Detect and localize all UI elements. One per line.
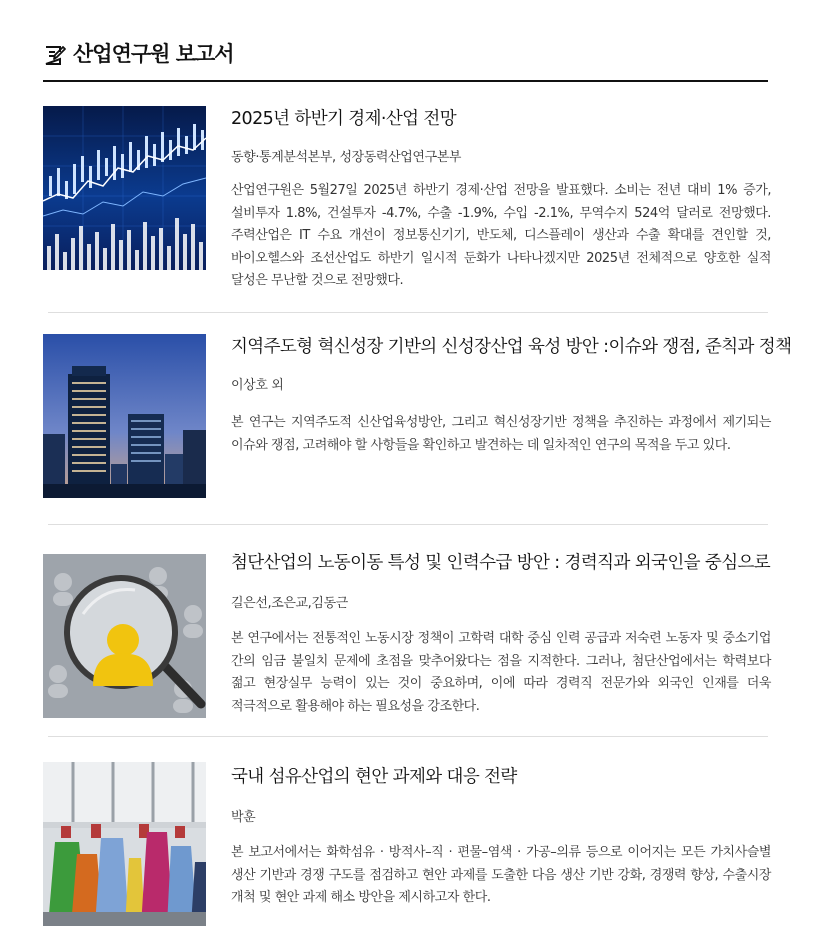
divider — [48, 524, 768, 525]
report-authors: 이상호 외 — [231, 378, 284, 393]
edit-document-icon — [43, 43, 67, 67]
magnifying-glass-person-image[interactable] — [43, 554, 206, 718]
city-skyscraper-image[interactable] — [43, 334, 206, 498]
report-title[interactable]: 첨단산업의 노동이동 특성 및 인력수급 방안 : 경력직과 외국인을 중심으로 — [231, 553, 771, 573]
section-header — [43, 40, 768, 82]
report-item[interactable] — [43, 550, 771, 725]
report-authors: 동향·통계분석본부, 성장동력산업연구본부 — [231, 150, 462, 165]
report-title[interactable]: 국내 섬유산업의 현안 과제와 대응 전략 — [231, 767, 517, 787]
report-item[interactable] — [43, 334, 792, 504]
report-summary: 본 연구에서는 전통적인 노동시장 정책이 고학력 대학 중심 인력 공급과 저숙련 노동자 및 중소기업 간의 임금 불일치 문제에 초점을 맞추어왔다는 점을 지적한다. 그러나, 첨단산업에서는 학력보다 젊고 현장실무 능력이 있는 것이 중요하며, 이에 따라 경력직 전문가와 외국인 인재를 더욱 적극적으로 활용해야 하는 필요성을 강조한다. — [231, 631, 771, 714]
report-authors: 박훈 — [231, 810, 256, 825]
report-authors: 길은선,조은교,김동근 — [231, 596, 348, 611]
report-item[interactable] — [43, 762, 771, 932]
divider — [48, 312, 768, 313]
report-title[interactable]: 2025년 하반기 경제·산업 전망 — [231, 109, 457, 129]
stock-market-chart-image[interactable] — [43, 106, 206, 270]
report-summary: 본 보고서에서는 화학섬유 · 방적사–직 · 편물–염색 · 가공–의류 등으로 이어지는 모든 가치사슬별 생산 기반과 경쟁 구도를 점검하고 현안 과제를 도출한 다음 생산 기반 강화, 경쟁력 향상, 수출시장 개척 및 현안 과제 해소 방안을 제시하고자 한다. — [231, 845, 771, 905]
divider — [48, 736, 768, 737]
page-title: 산업연구원 보고서 — [73, 42, 234, 66]
report-item[interactable] — [43, 106, 771, 296]
report-summary: 산업연구원은 5월27일 2025년 하반기 경제·산업 전망을 발표했다. 소비는 전년 대비 1% 증가, 설비투자 1.8%, 건설투자 -4.7%, 수출 -1.9%, 수입 -2.1%, 무역수지 524억 달러로 전망했다. 주력산업은 IT 수요 개선이 정보통신기기, 반도체, 디스플레이 생산과 수출 확대를 견인할 것, 바이오헬스와 조선산업도 하반기 일시적 둔화가 나타나겠지만 2025년 전체적으로 양호한 실적 달성은 무난할 것으로 전망했다. — [231, 183, 771, 288]
report-title[interactable]: 지역주도형 혁신성장 기반의 신성장산업 육성 방안 :이슈와 쟁점, 준칙과 정책 — [231, 337, 792, 357]
report-summary: 본 연구는 지역주도적 신산업육성방안, 그리고 혁신성장기반 정책을 추진하는 과정에서 제기되는 이슈와 쟁점, 고려해야 할 사항들을 확인하고 발견하는 데 일차적인 연구의 목적을 두고 있다. — [231, 415, 771, 453]
textile-thread-spools-image[interactable] — [43, 762, 206, 926]
